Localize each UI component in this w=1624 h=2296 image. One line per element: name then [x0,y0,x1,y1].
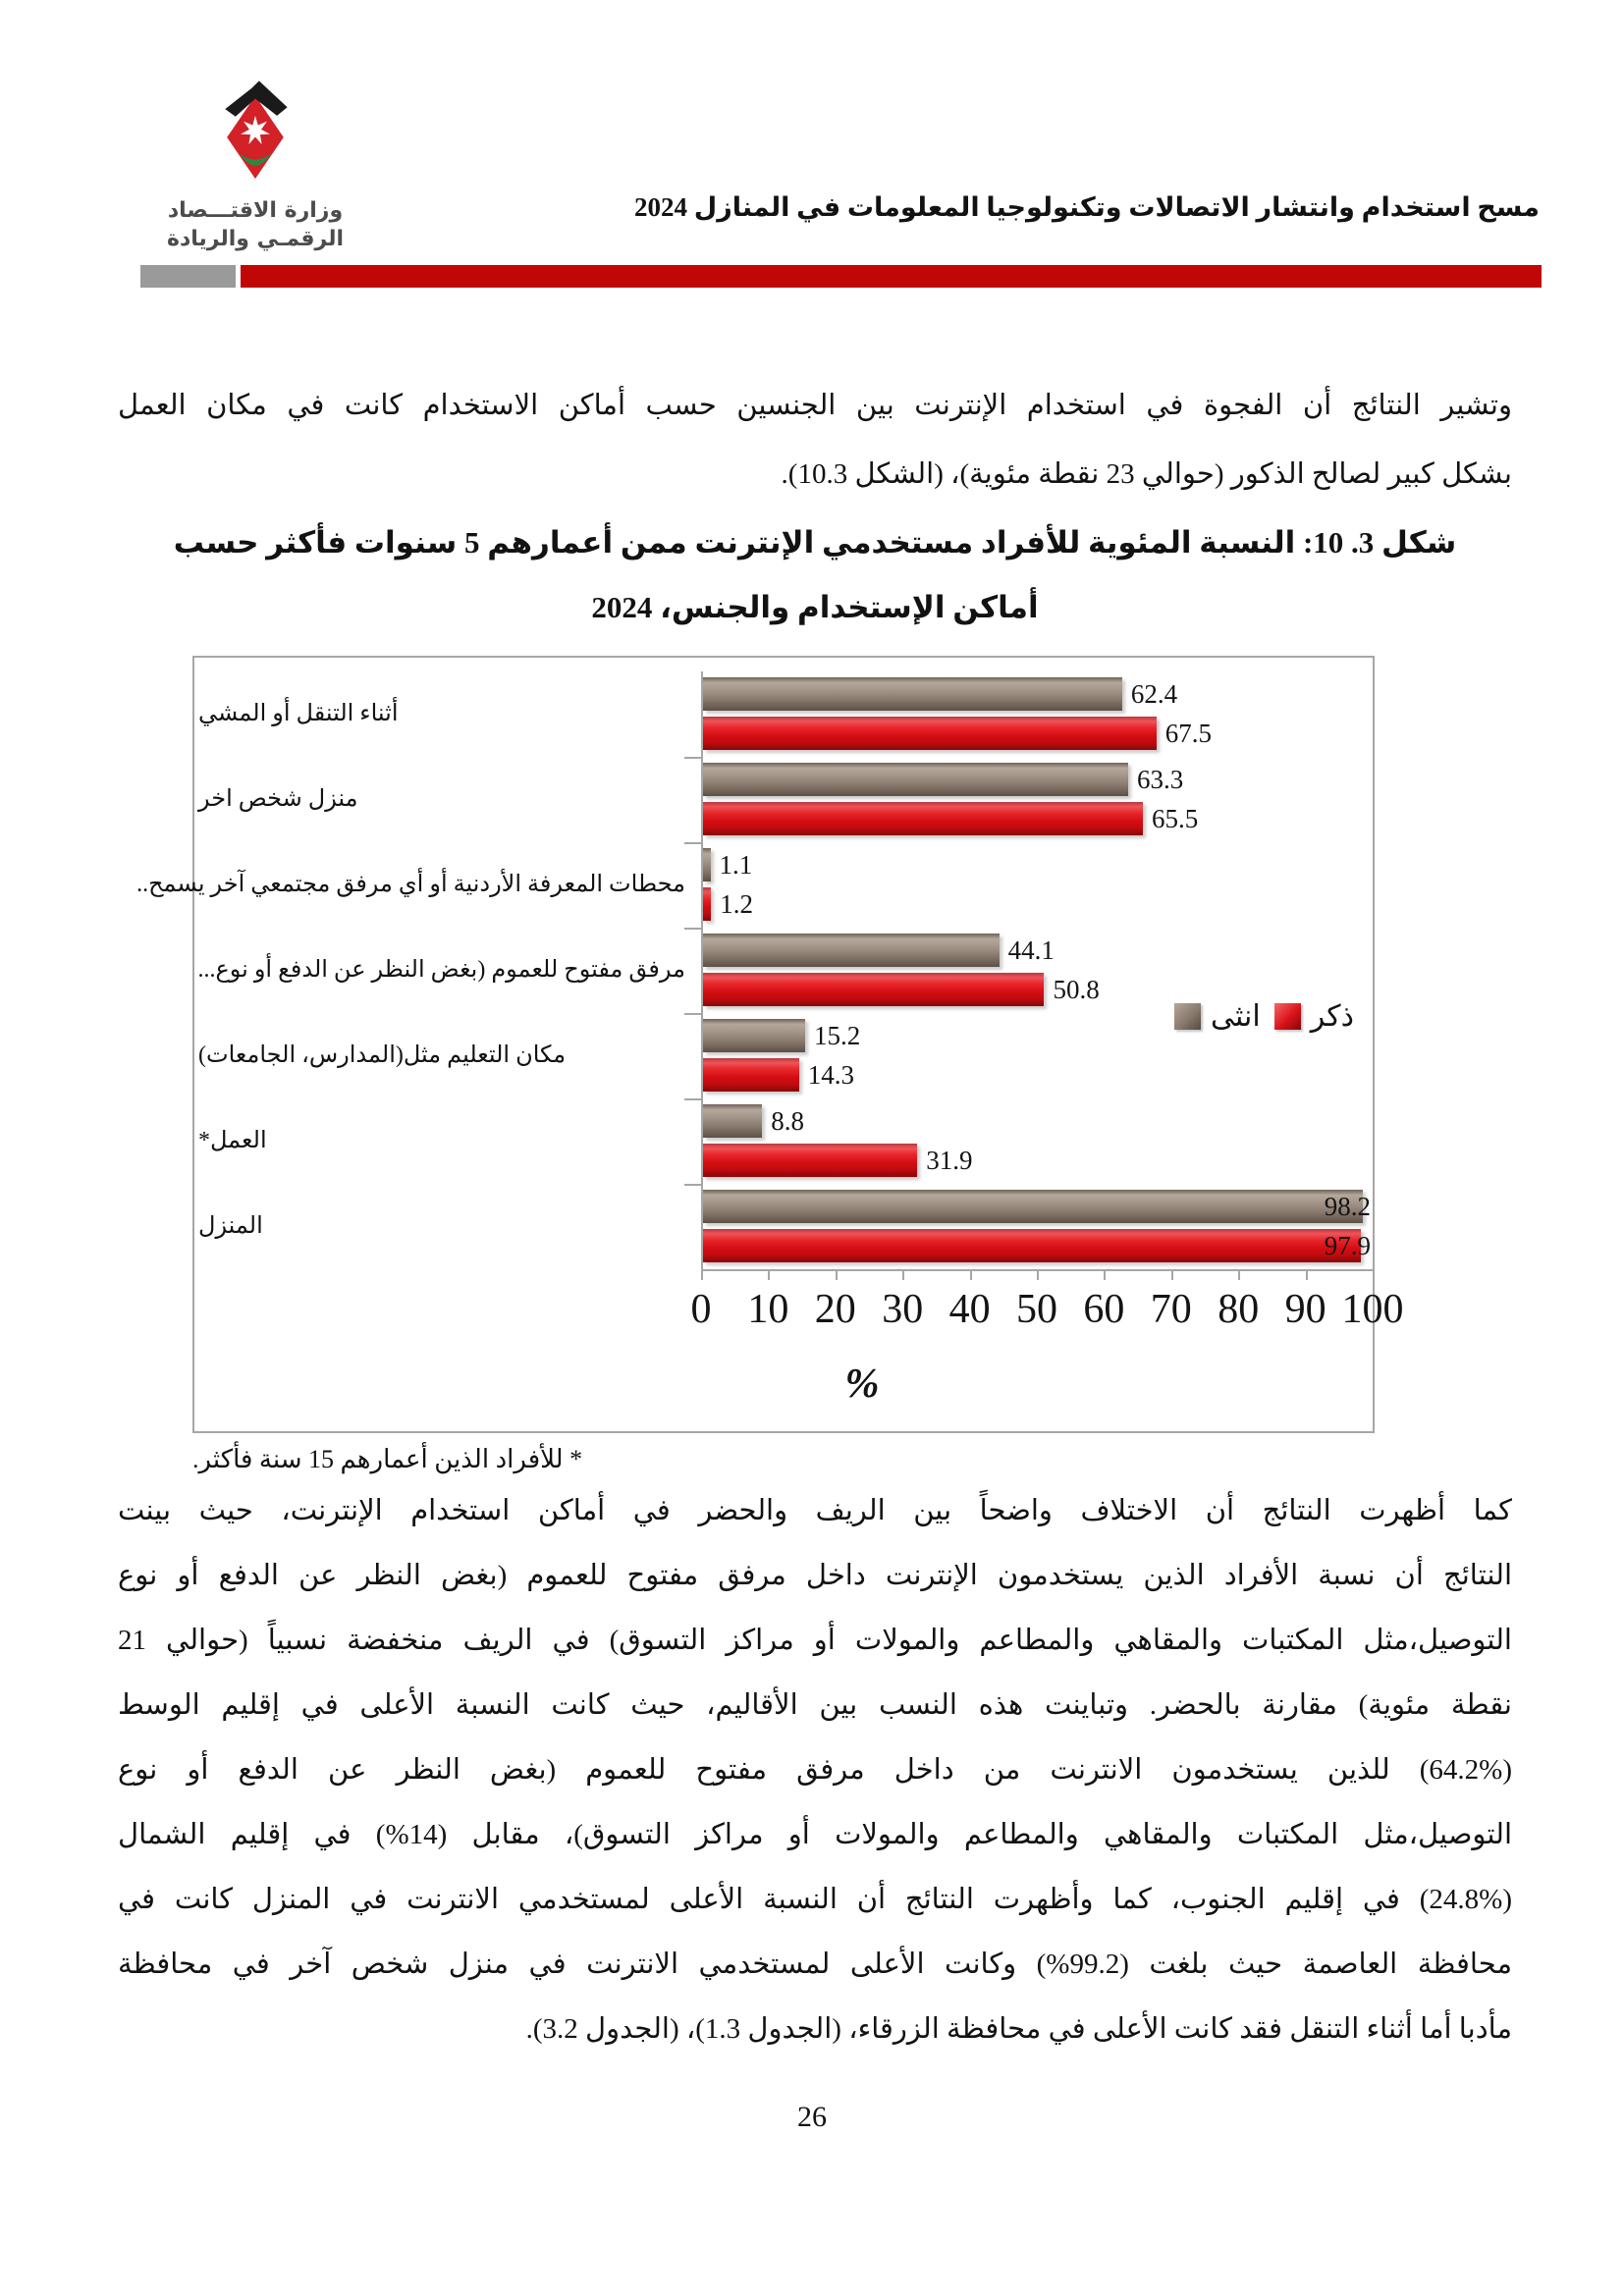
x-tick-label: 90 [1284,1287,1326,1332]
x-tick [1306,1271,1308,1280]
header-divider [140,265,1542,288]
category-tick [684,1013,701,1015]
bar-female [703,934,1000,967]
bar-value-label: 1.1 [719,850,753,880]
x-tick [1373,1271,1375,1280]
bar-value-label: 1.2 [720,889,753,919]
body-line: محافظة العاصمة حيث بلغت (99.2%) وكانت الأعلى لمستخدمي الانترنت في منزل شخص آخر في محافظة [118,1949,1512,1980]
bar-value-label: 15.2 [813,1021,861,1050]
bar-female [703,1019,805,1052]
category-label: المنزل [198,1213,263,1239]
bar-male [703,1229,1361,1262]
legend-item [1174,999,1261,1034]
body-line: نقطة مئوية) مقارنة بالحضر. وتباينت هذه النسب بين الأقاليم، حيث كانت النسبة الأعلى في إقليم الوسط [118,1689,1512,1721]
x-tick [701,1271,703,1280]
legend-swatch-female [1174,1003,1201,1030]
bar-value-label: 50.8 [1053,975,1100,1004]
bar-value-label: 98.2 [1324,1192,1371,1221]
figure-title-line2: أماكن الإستخدام والجنس، 2024 [591,590,1039,624]
bar-value-label: 14.3 [807,1060,855,1090]
x-tick [1238,1271,1240,1280]
category-tick [684,757,701,759]
body-line: النتائج أن نسبة الأفراد الذين يستخدمون الإنترنت داخل مرفق مفتوح للعموم (بغض النظر عن الدفع أو نوع [118,1560,1512,1591]
category-bars [701,1098,1373,1184]
x-tick [768,1271,770,1280]
category-tick [684,842,701,844]
figure-title-line1: شكل 3. 10: النسبة المئوية للأفراد مستخدمي الإنترنت ممن أعمارهم 5 سنوات فأكثر حسب [173,525,1457,560]
x-tick-label: 60 [1083,1287,1125,1332]
x-tick-label: 30 [882,1287,924,1332]
bar-male [703,802,1143,835]
legend-label: انثى [1211,1000,1261,1033]
legend-item [1274,999,1354,1034]
category-bars [701,757,1373,842]
chart-rows [136,671,1373,1269]
category-label: مكان التعليم مثل(المدارس، الجامعات) [198,1042,567,1068]
category-label: منزل شخص اخر [198,786,358,812]
category-bars [701,671,1373,757]
chart-category-row [194,1098,1373,1184]
category-bars [701,1184,1373,1269]
ministry-name-line2: الرقمـي والريادة [166,227,345,251]
body-line: التوصيل،مثل المكتبات والمقاهي والمطاعم والمولات أو مراكز التسوق)، مقابل (14%) في إقليم الشمال [118,1819,1512,1850]
chart-category-row [194,671,1373,757]
x-tick-label: 80 [1218,1287,1260,1332]
category-tick [684,928,701,930]
jordan-emblem-icon [208,79,302,192]
bar-male [703,1058,799,1092]
bar-value-label: 97.9 [1324,1231,1371,1260]
ministry-name-line1: وزارة الاقتـــصاد [167,198,344,223]
bar-male [703,887,711,921]
ministry-logo [147,79,363,253]
category-bars [701,842,1373,928]
figure-footnote: * للأفراد الذين أعمارهم 15 سنة فأكثر. [192,1445,583,1473]
legend-swatch-male [1274,1003,1301,1030]
bar-male [703,1144,917,1177]
bar-value-label: 62.4 [1130,679,1178,709]
chart-legend [1174,999,1354,1034]
bar-female [703,1190,1363,1223]
x-tick [836,1271,838,1280]
bar-female [703,763,1128,796]
bar-male [703,717,1157,750]
chart-category-row [194,757,1373,842]
divider-red-segment [241,265,1542,288]
bar-value-label: 65.5 [1152,804,1199,833]
x-tick [1104,1271,1106,1280]
intro-paragraph [118,371,1512,508]
body-line: كما أظهرت النتائج أن الاختلاف واضحاً بين الريف والحضر في أماكن استخدام الإنترنت، حيث بينت [118,1495,1512,1526]
category-tick [684,1098,701,1100]
x-tick [1171,1271,1173,1280]
body-line: (24.8%) في إقليم الجنوب، كما وأظهرت النتائج أن النسبة الأعلى لمستخدمي الانترنت في المنزل كانت في [118,1884,1512,1915]
x-tick [1037,1271,1039,1280]
body-line: مأدبا أما أثناء التنقل فقد كانت الأعلى في محافظة الزرقاء، (الجدول 1.3)، (الجدول 3.2). [525,2013,1512,2045]
category-label: العمل* [198,1128,267,1153]
x-tick-label: 100 [1341,1287,1404,1332]
chart-category-row [136,842,1373,928]
category-label: مرفق مفتوح للعموم (بغض النظر عن الدفع أو نوع... [197,957,685,983]
x-tick-label: 0 [690,1287,712,1332]
intro-line-1: وتشير النتائج أن الفجوة في استخدام الإنترنت بين الجنسين حسب أماكن الاستخدام كانت في مكان العمل [118,390,1512,421]
chart-category-row [194,1184,1373,1269]
body-paragraph [118,1478,1512,2061]
bar-value-label: 63.3 [1136,765,1184,794]
x-tick [902,1271,904,1280]
figure-title [118,510,1512,640]
x-tick [970,1271,972,1280]
category-label: محطات المعرفة الأردنية أو أي مرفق مجتمعي آخر يسمح.. [136,872,685,897]
body-line: (64.2%) للذين يستخدمون الانترنت من داخل مرفق مفتوح للعموم (بغض النظر عن الدفع أو نوع [118,1754,1512,1786]
x-tick-label: 70 [1150,1287,1192,1332]
bar-value-label: 67.5 [1164,719,1212,748]
category-tick [684,1184,701,1186]
x-axis-title: % [844,1362,880,1407]
bar-value-label: 8.8 [771,1106,804,1136]
report-header-title: مسح استخدام وانتشار الاتصالات وتكنولوجيا المعلومات في المنازل 2024 [634,192,1540,222]
page-number: 26 [797,2101,827,2133]
category-axis-line [701,671,703,1271]
legend-label: ذكر [1310,1000,1354,1033]
intro-line-2: بشكل كبير لصالح الذكور (حوالي 23 نقطة مئوية)، (الشكل 10.3). [781,458,1512,490]
bar-female [703,848,711,881]
bar-value-label: 31.9 [926,1146,973,1175]
bar-male [703,973,1044,1006]
category-label: أثناء التنقل أو المشي [198,701,399,726]
bar-female [703,1104,762,1138]
x-tick-label: 10 [747,1287,789,1332]
x-tick-label: 50 [1016,1287,1057,1332]
x-tick-label: 20 [814,1287,856,1332]
bar-female [703,677,1122,711]
bar-chart [136,656,1404,1433]
body-line: التوصيل،مثل المكتبات والمقاهي والمطاعم والمولات أو مراكز التسوق) في الريف منخفضة نسبياً (حوالي 21 [118,1625,1512,1656]
bar-value-label: 44.1 [1007,935,1055,965]
divider-gray-segment [140,265,236,288]
x-tick-label: 40 [948,1287,991,1332]
